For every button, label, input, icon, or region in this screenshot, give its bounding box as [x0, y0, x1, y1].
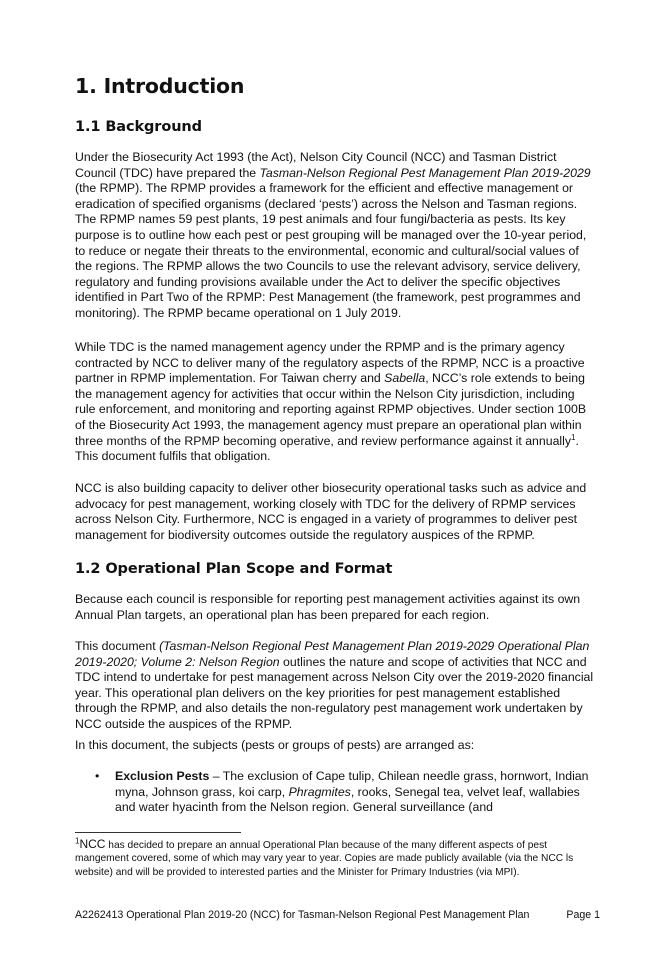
section-heading-scope: 1.2 Operational Plan Scope and Format: [75, 561, 393, 577]
footnote-text: has decided to prepare an annual Operational Plan because of the many different aspects of pest mangement covered, some of which may vary year to year. Copies are made publicly available (via the NCC ls website) and will be provided to interested parties and the Minister for Primary Industries (via MPI).: [75, 840, 574, 878]
text-run: , rooks, Senegal tea, velvet leaf, wallabies and water hyacinth from the Nelson region. General surveillance (and: [115, 784, 580, 815]
paragraph-scope-1: Because each council is responsible for reporting pest management activities against its own Annual Plan targets, an operational plan has been prepared for each region.: [75, 592, 581, 622]
text-run: – The exclusion of Cape tulip, Chilean needle grass, hornwort, Indian myna, Johnson grass, koi carp,: [115, 769, 589, 799]
text-run: . This document fulfils that obligation.: [75, 433, 579, 464]
bullet-label: Exclusion Pests: [115, 769, 210, 783]
text-run: This document: [75, 639, 160, 653]
text-run: Under the Biosecurity Act 1993 (the Act), Nelson City Council (NCC) and Tasman District Council (TDC) have prepared the: [75, 150, 557, 180]
paragraph-scope-2: [75, 639, 597, 733]
page-footer: [75, 909, 600, 921]
footnote: [75, 838, 597, 879]
document-title-italic: (Tasman-Nelson Regional Pest Management Plan 2019-2029 Operational Plan 2019-2020; Volume 2: Nelson Region: [75, 639, 590, 669]
text-run: , NCC’s role extends to being the management agency for activities that occur within the Nelson City jurisdiction, including rule enforcement, and monitoring and reporting against RPMP objectives. Under section 100B of the Biosecurity Act 1993, the management agency must prepare an operational plan within three months of the RPMP becoming operative, and review performance against it annually: [75, 371, 587, 448]
footer-page-number: Page 1: [566, 909, 600, 921]
sabella-italic: Sabella: [384, 371, 426, 386]
bullet-text: [115, 769, 599, 816]
paragraph-background-3: NCC is also building capacity to deliver other biosecurity operational tasks such as advice and advocacy for pest management, working closely with TDC for the delivery of RPMP services across Nelson City. Furthermore, NCC is engaged in a variety of programmes to deliver pest management for biodiversity outcomes outside the regulatory auspices of the RPMP.: [75, 481, 587, 542]
footnote-lead: NCC: [79, 837, 106, 851]
text-run: outlines the nature and scope of activities that NCC and TDC intend to undertake for pest management across Nelson City over the 2019-2020 financial year. This operational plan delivers on the key priorities for pest management established through the RPMP, and also details the non-regulatory pest management work undertaken by NCC outside the auspices of the RPMP.: [75, 654, 594, 731]
phragmites-italic: Phragmites: [288, 784, 351, 799]
footnote-divider: [75, 832, 241, 833]
plan-title-italic: Tasman-Nelson Regional Pest Management Plan 2019-2029: [259, 165, 591, 180]
paragraph-background-1: [75, 150, 597, 322]
footnote-number: 1: [75, 836, 80, 846]
footer-document-id: A2262413 Operational Plan 2019-20 (NCC) for Tasman-Nelson Regional Pest Management Plan: [75, 909, 530, 921]
text-run: (the RPMP). The RPMP provides a framework for the efficient and effective management or eradication of specified organisms (declared ‘pests’) across the Nelson and Tasman regions. The RPMP names 59 pest plants, 19 pest animals and four fungi/bacteria as pests. Its key purpose is to outline how each pest or pest grouping will be managed over the 10-year period, to reduce or negate their threats to the environmental, economic and cultural/social values of the regions. The RPMP allows the two Councils to use the relevant advisory, service delivery, regulatory and funding provisions available under the Act to deliver the specific objectives identified in Part Two of the RPMP: Pest Management (the framework, pest programmes and monitoring). The RPMP became operational on 1 July 2019.: [75, 181, 587, 320]
bullet-icon: •: [95, 769, 100, 783]
text-run: While TDC is the named management agency under the RPMP and is the primary agency contracted by NCC to deliver many of the regulatory aspects of the RPMP, NCC is a proactive partner in RPMP implementation. For Taiwan cherry and: [75, 340, 585, 386]
paragraph-scope-3: In this document, the subjects (pests or groups of pests) are arranged as:: [75, 738, 475, 752]
paragraph-background-2: [75, 340, 597, 465]
footnote-ref[interactable]: 1: [571, 432, 576, 442]
page-title: 1. Introduction: [75, 74, 245, 98]
section-heading-background: 1.1 Background: [75, 119, 202, 135]
